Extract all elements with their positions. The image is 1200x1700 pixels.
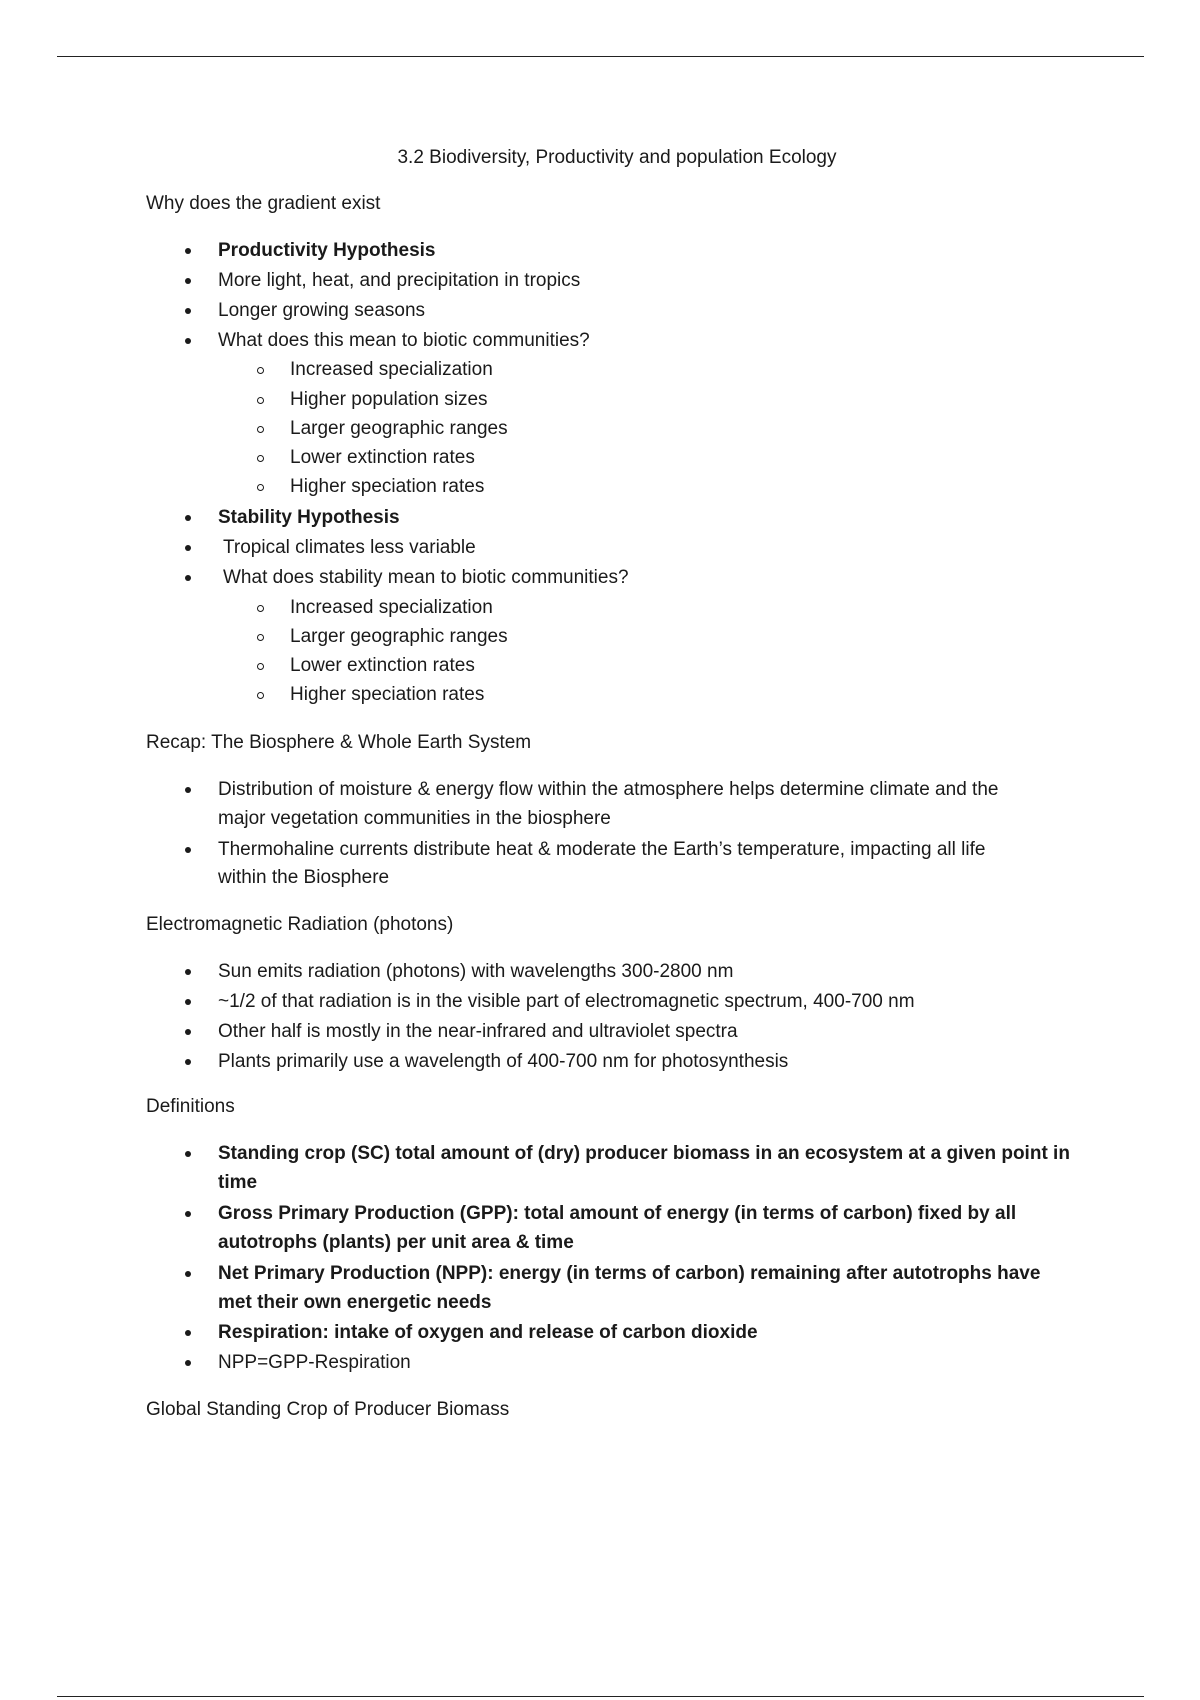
bullet-icon [185,575,191,581]
sub-list-item: Larger geographic ranges [290,626,508,647]
list-item: Stability Hypothesis [218,507,400,528]
list-item: Thermohaline currents distribute heat & moderate the Earth’s temperature, impacting all life [218,839,986,860]
sub-bullet-icon [257,455,264,462]
section-heading-gradient: Why does the gradient exist [146,193,381,214]
section-heading-standing-crop: Global Standing Crop of Producer Biomass [146,1399,510,1420]
bullet-icon [185,1029,191,1035]
footer-rule [57,1696,1144,1697]
list-item: Distribution of moisture & energy flow within the atmosphere helps determine climate and the [218,779,999,800]
list-item: Productivity Hypothesis [218,240,436,261]
bullet-icon [185,999,191,1005]
bullet-icon [185,248,191,254]
bullet-icon [185,308,191,314]
list-item: Standing crop (SC) total amount of (dry) producer biomass in an ecosystem at a given point in [218,1143,1070,1164]
list-item-continuation: within the Biosphere [218,867,390,888]
bullet-icon [185,787,191,793]
sub-list-item: Lower extinction rates [290,655,475,676]
bullet-icon [185,1211,191,1217]
sub-bullet-icon [257,605,264,612]
page-title: 3.2 Biodiversity, Productivity and population Ecology [397,147,837,168]
list-item: Tropical climates less variable [223,537,476,558]
sub-bullet-icon [257,397,264,404]
list-item: What does this mean to biotic communities? [218,330,590,351]
list-item: Net Primary Production (NPP): energy (in terms of carbon) remaining after autotrophs have [218,1263,1041,1284]
list-item: NPP=GPP-Respiration [218,1352,411,1373]
list-item: Gross Primary Production (GPP): total amount of energy (in terms of carbon) fixed by all [218,1203,1017,1224]
list-item-continuation: met their own energetic needs [218,1292,492,1313]
list-item: Respiration: intake of oxygen and release of carbon dioxide [218,1322,758,1343]
sub-list-item: Higher speciation rates [290,476,485,497]
list-item: Sun emits radiation (photons) with wavelengths 300-2800 nm [218,961,734,982]
section-heading-definitions: Definitions [146,1096,235,1117]
list-item-continuation: major vegetation communities in the biosphere [218,808,611,829]
section-heading-radiation: Electromagnetic Radiation (photons) [146,914,454,935]
sub-bullet-icon [257,484,264,491]
sub-list-item: Higher population sizes [290,389,488,410]
sub-list-item: Larger geographic ranges [290,418,508,439]
sub-list-item: Lower extinction rates [290,447,475,468]
bullet-icon [185,1271,191,1277]
list-item-continuation: autotrophs (plants) per unit area & time [218,1232,574,1253]
bullet-icon [185,1360,191,1366]
list-item: Plants primarily use a wavelength of 400-700 nm for photosynthesis [218,1051,789,1072]
bullet-icon [185,1330,191,1336]
sub-bullet-icon [257,634,264,641]
sub-bullet-icon [257,367,264,374]
sub-bullet-icon [257,692,264,699]
sub-list-item: Increased specialization [290,359,493,380]
list-item: Other half is mostly in the near-infrared and ultraviolet spectra [218,1021,738,1042]
sub-list-item: Higher speciation rates [290,684,485,705]
bullet-icon [185,1151,191,1157]
list-item: What does stability mean to biotic communities? [223,567,629,588]
bullet-icon [185,278,191,284]
header-rule [57,56,1144,57]
list-item: More light, heat, and precipitation in tropics [218,270,581,291]
section-heading-recap: Recap: The Biosphere & Whole Earth System [146,732,532,753]
bullet-icon [185,969,191,975]
sub-bullet-icon [257,426,264,433]
bullet-icon [185,545,191,551]
bullet-icon [185,1059,191,1065]
bullet-icon [185,515,191,521]
bullet-icon [185,847,191,853]
list-item-continuation: time [218,1172,258,1193]
bullet-icon [185,338,191,344]
sub-bullet-icon [257,663,264,670]
list-item: Longer growing seasons [218,300,426,321]
sub-list-item: Increased specialization [290,597,493,618]
list-item: ~1/2 of that radiation is in the visible part of electromagnetic spectrum, 400-700 nm [218,991,915,1012]
